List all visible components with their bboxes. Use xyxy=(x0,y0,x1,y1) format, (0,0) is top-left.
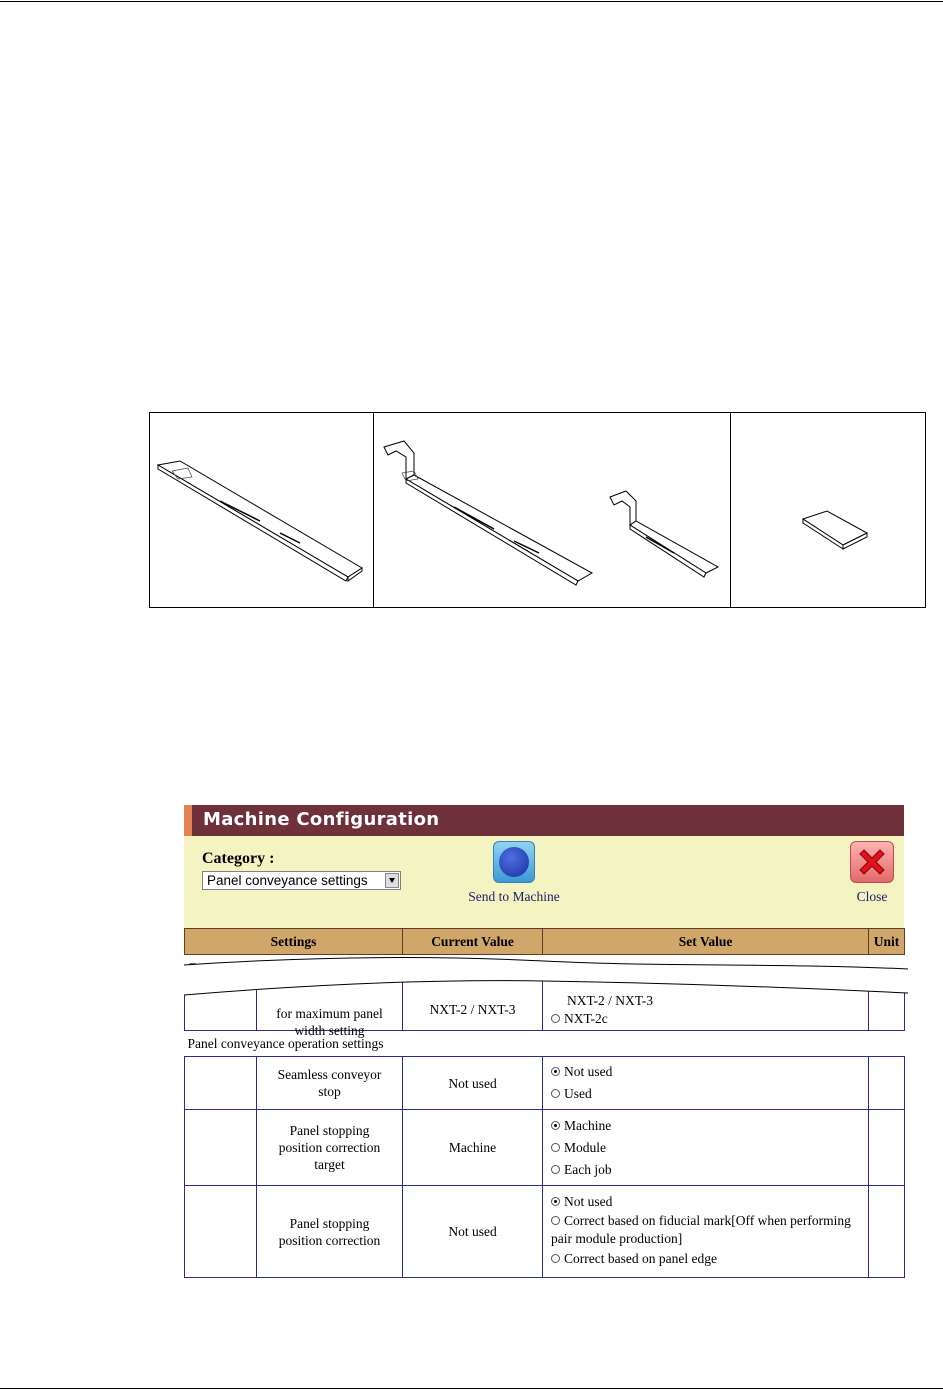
row-indent-cell xyxy=(185,1186,257,1278)
send-icon[interactable] xyxy=(493,841,535,883)
bent-guides-illustration xyxy=(374,413,731,607)
row-indent-cell xyxy=(185,1110,257,1186)
send-to-machine-label: Send to Machine xyxy=(468,889,560,904)
figure-cell-long-part xyxy=(150,413,374,607)
radio-button[interactable] xyxy=(551,1216,560,1225)
small-plate-illustration xyxy=(731,413,925,607)
radio-option[interactable] xyxy=(543,1248,868,1270)
radio-option[interactable] xyxy=(543,1137,868,1159)
torn-edge-overlay xyxy=(184,955,908,1000)
column-header-set-value: Set Value xyxy=(543,929,869,955)
setting-cell: Panel stopping position correction target xyxy=(257,1110,403,1186)
radio-button[interactable] xyxy=(551,1014,560,1023)
window-title: Machine Configuration xyxy=(203,809,440,830)
setting-text-line1: for maximum panel xyxy=(276,1006,383,1021)
machine-configuration-window xyxy=(184,805,904,1276)
radio-button[interactable] xyxy=(551,1165,560,1174)
radio-option[interactable] xyxy=(543,1115,868,1137)
radio-button-selected[interactable] xyxy=(551,1067,560,1076)
title-bar xyxy=(184,805,904,836)
radio-button[interactable] xyxy=(551,1254,560,1263)
top-rule xyxy=(0,1,943,2)
section-label-panel-conveyance: Panel conveyance operation settings xyxy=(185,1031,905,1057)
column-header-unit: Unit xyxy=(869,929,905,955)
current-value-cell: Not used xyxy=(403,1186,543,1278)
chevron-down-icon[interactable] xyxy=(385,873,399,888)
table-row xyxy=(185,1110,905,1186)
radio-option[interactable] xyxy=(543,1212,868,1248)
section-row-panel-conveyance xyxy=(185,1031,905,1057)
setting-text-line2: width setting xyxy=(294,1023,365,1038)
radio-button[interactable] xyxy=(551,1143,560,1152)
set-value-cell xyxy=(543,1057,869,1110)
title-accent xyxy=(184,805,192,836)
long-guide-illustration xyxy=(150,413,374,607)
column-header-settings: Settings xyxy=(185,929,403,955)
radio-option[interactable] xyxy=(543,1192,868,1212)
current-value-cell: NXT-2 / NXT-3 xyxy=(403,981,543,1031)
radio-option-label: Not used xyxy=(564,1194,613,1209)
radio-option-label: Correct based on fiducial mark[Off when performing pair module production] xyxy=(551,1213,851,1246)
radio-option-label: NXT-2 / NXT-3 xyxy=(567,993,654,1008)
figure-cell-bent-parts xyxy=(374,413,731,607)
row-indent-cell xyxy=(185,1057,257,1110)
close-label: Close xyxy=(856,889,888,904)
close-icon[interactable] xyxy=(850,841,894,883)
unit-cell xyxy=(869,1057,905,1110)
current-value-cell: Machine xyxy=(403,1110,543,1186)
set-value-cell xyxy=(543,1186,869,1278)
parts-figure xyxy=(149,412,926,608)
figure-cell-small-part xyxy=(731,413,925,607)
table-row xyxy=(185,1057,905,1110)
bottom-rule xyxy=(0,1388,943,1389)
category-label: Category : xyxy=(202,850,275,867)
table-row xyxy=(185,1186,905,1278)
radio-option-label: Not used xyxy=(564,1064,613,1079)
column-header-current-value: Current Value xyxy=(403,929,543,955)
setting-cell: Panel stopping position correction xyxy=(257,1186,403,1278)
radio-option-label: Each job xyxy=(564,1161,612,1177)
current-value-cell: Not used xyxy=(403,1057,543,1110)
radio-option-label: NXT-2c xyxy=(564,1011,608,1026)
radio-option-label: Machine xyxy=(564,1117,612,1133)
category-select-value: Panel conveyance settings xyxy=(207,873,368,888)
radio-option-label: Used xyxy=(564,1086,592,1101)
radio-option[interactable] xyxy=(543,1159,868,1181)
radio-option[interactable] xyxy=(543,1083,868,1105)
close-button[interactable] xyxy=(844,841,900,905)
radio-button-selected[interactable] xyxy=(551,1197,560,1206)
send-to-machine-button[interactable] xyxy=(462,841,566,905)
radio-option-label: Correct based on panel edge xyxy=(564,1251,717,1266)
unit-cell xyxy=(869,1186,905,1278)
category-select[interactable] xyxy=(202,871,401,890)
toolbar-panel xyxy=(184,836,904,928)
radio-option[interactable] xyxy=(543,1061,868,1083)
setting-cell: Seamless conveyor stop xyxy=(257,1057,403,1110)
set-value-cell xyxy=(543,1110,869,1186)
radio-button-selected[interactable] xyxy=(551,1121,560,1130)
table-header-row xyxy=(185,929,905,955)
radio-option[interactable] xyxy=(543,1008,868,1030)
unit-cell xyxy=(869,1110,905,1186)
radio-button[interactable] xyxy=(551,1089,560,1098)
radio-option-label: Module xyxy=(564,1139,607,1155)
